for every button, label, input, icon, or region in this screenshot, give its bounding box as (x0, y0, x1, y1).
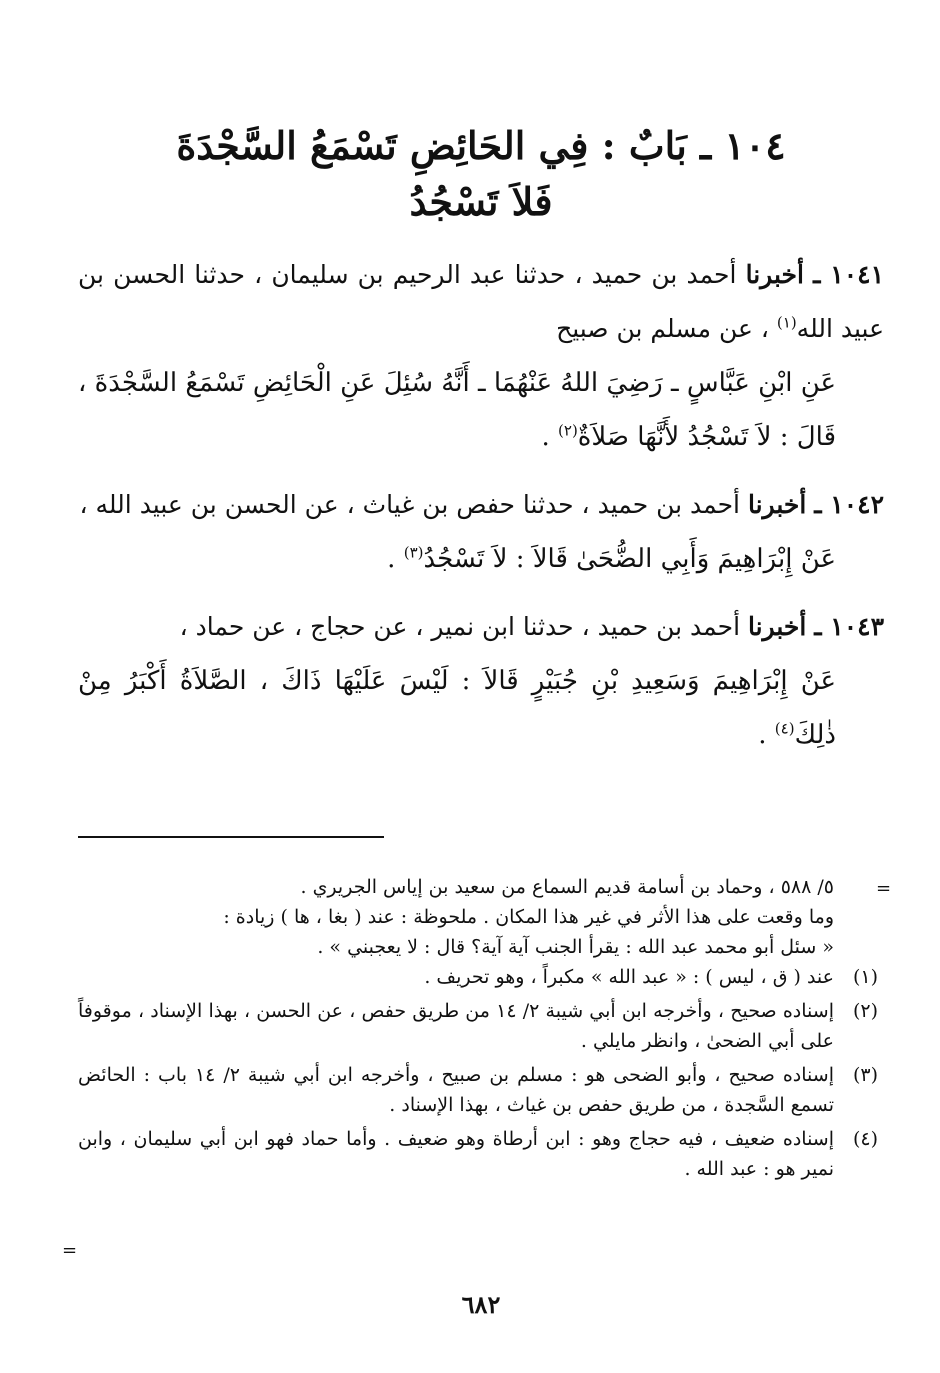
matn-end: . (758, 720, 767, 750)
isnad-text: أحمد بن حميد ، حدثنا حفص بن غياث ، عن الحسن بن عبيد الله ، (79, 490, 741, 519)
hadith-number: ١٠٤٣ ـ (814, 612, 884, 641)
matn-end: . (387, 544, 396, 574)
footnote-mark: (١) (852, 966, 878, 988)
footnote-ref: (١) (776, 313, 797, 332)
hadith-lead-word: أخبرنا (747, 490, 807, 519)
hadith-1043-matn (78, 654, 884, 762)
footnote-mark: (٤) (852, 1128, 878, 1150)
footnote-text: إسناده صحيح ، وأخرجه ابن أبي شيبة ٢/ ١٤ من طريق حفص ، عن الحسن ، بهذا الإسناد ، موقوفاً على أبي الضحىٰ ، وانظر مايلي . (78, 1000, 834, 1052)
footnote-3 (78, 1060, 884, 1120)
chapter-title (78, 118, 884, 230)
footnote-continuation-line: « سئل أبو محمد عبد الله : يقرأ الجنب آية آية؟ قال : لا يعجبني » . (317, 936, 834, 958)
hadith-1041-isnad (78, 248, 884, 356)
footnote-text: إسناده ضعيف ، فيه حجاج وهو : ابن أرطاة وهو ضعيف . وأما حماد فهو ابن أبي سليمان ، وابن نمير هو : عبد الله . (78, 1128, 834, 1180)
footnote-divider (78, 836, 384, 838)
hadith-1043-isnad (78, 600, 884, 654)
page-number: ٦٨٢ (461, 1290, 501, 1319)
hadith-number: ١٠٤٢ ـ (814, 490, 884, 519)
hadith-1041-matn (78, 356, 884, 464)
book-page (78, 0, 884, 1373)
footnote-2 (78, 996, 884, 1056)
isnad-text: أحمد بن حميد ، حدثنا ابن نمير ، عن حجاج ، عن حماد ، (179, 612, 741, 641)
footnotes (78, 872, 884, 1188)
footnote-ref: (٣) (403, 543, 424, 562)
footnote-ref: (٤) (774, 719, 795, 738)
continues-mark: = (62, 1240, 78, 1261)
isnad-text-end: ، عن مسلم بن صبيح (556, 314, 769, 343)
continuation-mark: = (876, 878, 892, 899)
footnote-mark: (٣) (852, 1064, 878, 1086)
footnote-4 (78, 1124, 884, 1184)
footnote-continuation-line: وما وقعت على هذا الأثر في غير هذا المكان . ملحوظة : عند ( بغا ، ها ) زيادة : (223, 906, 834, 928)
footnote-text: عند ( ق ، ليس ) : « عبد الله » مكبراً ، وهو تحريف . (424, 966, 834, 988)
matn-text: عَنْ إِبْرَاهِيمَ وَأَبِي الضُّحَىٰ قَالاَ : لاَ تَسْجُدُ (423, 544, 836, 574)
footnote-1 (78, 962, 884, 992)
footnote-continuation-line: ٥/ ٥٨٨ ، وحماد بن أسامة قديم السماع من سعيد بن إياس الجريري . (300, 876, 834, 898)
footnote-ref: (٢) (558, 421, 578, 440)
chapter-title-line-2: فَلاَ تَسْجُدُ (409, 179, 553, 224)
hadith-lead-word: أخبرنا (745, 260, 804, 289)
chapter-title-line-1: ١٠٤ ـ بَابٌ : فِي الحَائِضِ تَسْمَعُ السَّجْدَةَ (176, 123, 786, 168)
matn-text: عَنْ إِبْرَاهِيمَ وَسَعِيدِ بْنِ جُبَيْرٍ قَالاَ : لَيْسَ عَلَيْهَا ذَاكَ ، الصَّلاَةُ أَكْبَرُ مِنْ ذٰلِكَ (78, 666, 836, 750)
footnote-mark: (٢) (852, 1000, 878, 1022)
hadith-lead-word: أخبرنا (747, 612, 807, 641)
hadith-number: ١٠٤١ ـ (813, 260, 884, 289)
isnad-text: أحمد بن حميد ، حدثنا عبد الرحيم بن سليمان ، حدثنا الحسن بن عبيد الله (78, 260, 884, 343)
footnote-text: إسناده صحيح ، وأبو الضحى هو : مسلم بن صبيح ، وأخرجه ابن أبي شيبة ٢/ ١٤ باب : الحائض تسمع السَّجدة ، من طريق حفص بن غياث ، بهذا الإسناد . (78, 1064, 834, 1116)
hadith-body (78, 248, 884, 762)
hadith-1042-isnad (78, 478, 884, 532)
matn-end: . (541, 422, 550, 452)
matn-text: عَنِ ابْنِ عَبَّاسٍ ـ رَضِيَ اللهُ عَنْهُمَا ـ أَنَّهُ سُئِلَ عَنِ الْحَائِضِ تَسْمَعُ السَّجْدَةَ ، قَالَ : لاَ تَسْجُدُ لأَنَّهَا صَلاَةٌ (78, 368, 836, 452)
hadith-1042-matn (78, 532, 884, 586)
